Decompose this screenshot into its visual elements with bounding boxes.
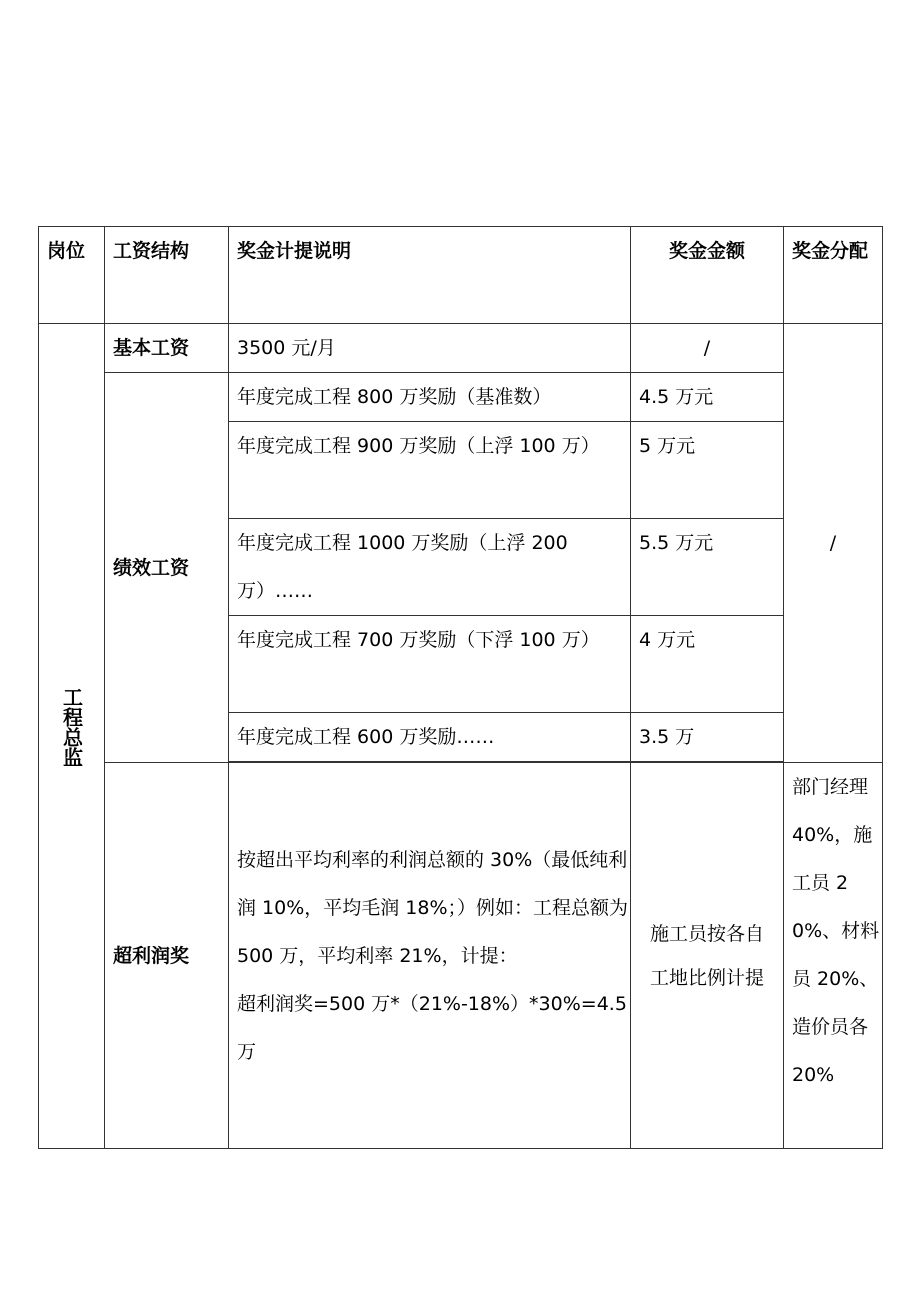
table-row (39, 324, 883, 373)
base-description: 3500 元/月 (229, 324, 631, 373)
performance-amount: 5 万元 (631, 422, 784, 519)
performance-description: 年度完成工程 900 万奖励（上浮 100 万） (229, 422, 631, 519)
header-description: 奖金计提说明 (229, 227, 631, 324)
header-amount: 奖金金额 (631, 227, 784, 324)
performance-description: 年度完成工程 800 万奖励（基准数） (229, 373, 631, 422)
performance-distribution: / (784, 324, 883, 763)
table-row (39, 373, 883, 422)
base-amount: / (631, 324, 784, 373)
excess-amount: 施工员按各自工地比例计提 (631, 763, 784, 1149)
header-position: 岗位 (39, 227, 105, 324)
performance-description: 年度完成工程 1000 万奖励（上浮 200 万）…… (229, 519, 631, 616)
excess-label: 超利润奖 (105, 763, 229, 1149)
base-label: 基本工资 (105, 324, 229, 373)
performance-description: 年度完成工程 700 万奖励（下浮 100 万） (229, 616, 631, 713)
header-structure: 工资结构 (105, 227, 229, 324)
table-row (39, 763, 883, 1149)
performance-amount: 3.5 万 (631, 713, 784, 762)
position-cell (39, 324, 105, 1149)
performance-amount: 4 万元 (631, 616, 784, 713)
bonus-table (38, 226, 883, 1149)
excess-distribution: 部门经理 40%，施工员 20%、材料员 20%、造价员各 20% (784, 763, 883, 1149)
performance-amount: 4.5 万元 (631, 373, 784, 422)
performance-label: 绩效工资 (105, 373, 229, 763)
header-row (39, 227, 883, 324)
header-distribution: 奖金分配 (784, 227, 883, 324)
performance-amount: 5.5 万元 (631, 519, 784, 616)
performance-description: 年度完成工程 600 万奖励…… (229, 713, 631, 762)
position-name: 工程总监 (59, 687, 84, 767)
excess-description: 按超出平均利率的利润总额的 30%（最低纯利润 10%，平均毛润 18%；）例如：工程总额为 500 万，平均利率 21%，计提： 超利润奖=500 万*（21%-18%）*30%=4.5 万 (229, 763, 631, 1149)
